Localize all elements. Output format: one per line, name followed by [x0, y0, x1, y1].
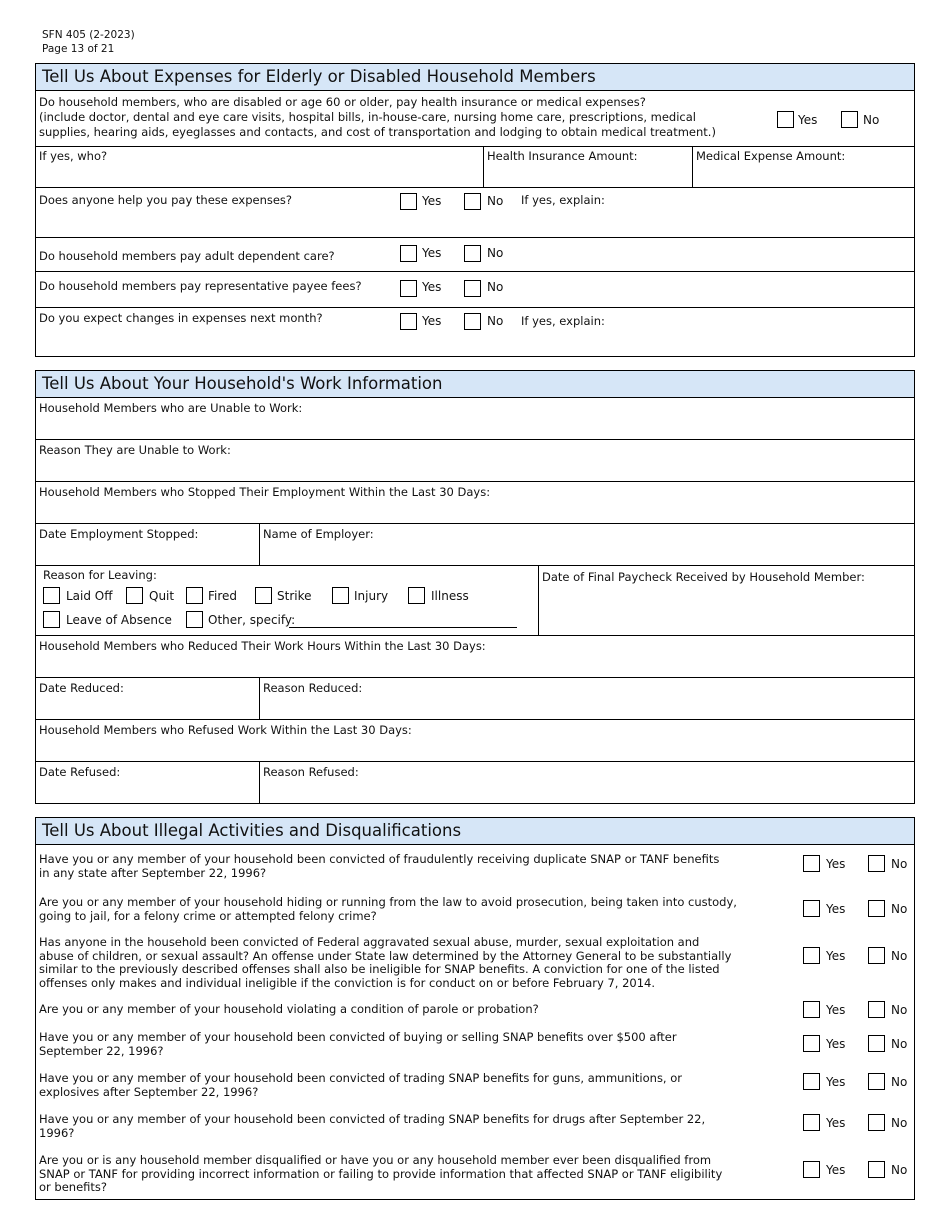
strike-checkbox[interactable] [255, 587, 272, 604]
row-stopped-details [36, 524, 914, 566]
reason-reduced-field[interactable] [259, 678, 914, 719]
payee-fees-no-checkbox[interactable] [464, 280, 481, 297]
disqualification-question [39, 1113, 799, 1140]
question-line: explosives after September 22, 1996? [39, 1084, 259, 1099]
section-illegal-activities [35, 817, 915, 1200]
disqualification-yes-checkbox[interactable] [803, 1035, 820, 1052]
row-help-pay [36, 188, 914, 238]
question-line: September 22, 1996? [39, 1043, 164, 1058]
help-pay-question: Does anyone help you pay these expenses? [39, 193, 293, 207]
question-line: or benefits? [39, 1180, 108, 1194]
row-refused-details [36, 762, 914, 803]
date-refused-field[interactable] [36, 762, 259, 803]
question-line: in any state after September 22, 1996? [39, 865, 267, 880]
question-line: Are you or any member of your household hiding or running from the law to avoid prosecution, being taken into custody, [39, 895, 737, 909]
disqualification-no-checkbox[interactable] [868, 947, 885, 964]
expense-changes-question: Do you expect changes in expenses next month? [39, 311, 323, 325]
question-line: Are you or any member of your household violating a condition of parole or probation? [39, 1002, 539, 1016]
no-label: No [487, 280, 504, 294]
no-label: No [891, 902, 908, 916]
row-payee-fees [36, 272, 914, 308]
reduced-hours-field[interactable] [36, 636, 914, 678]
medical-expense-label: Medical Expense Amount: [696, 149, 846, 163]
injury-checkbox[interactable] [332, 587, 349, 604]
row-expense-changes [36, 308, 914, 357]
no-label: No [891, 857, 908, 871]
date-reduced-field[interactable] [36, 678, 259, 719]
no-label: No [487, 246, 504, 260]
date-stopped-field[interactable] [36, 524, 259, 565]
no-label: No [863, 113, 880, 127]
reason-reduced-label: Reason Reduced: [263, 681, 363, 695]
yes-label: Yes [422, 280, 442, 294]
other-specify-line[interactable] [289, 627, 517, 628]
unable-to-work-field[interactable] [36, 398, 914, 440]
medical-question-line-3: supplies, hearing aids, eyeglasses and contacts, and cost of transportation and lodging to obtain medical treatment.) [39, 125, 716, 139]
yes-label: Yes [826, 1037, 846, 1051]
question-line: similar to the previously described offenses shall also be ineligible for SNAP benefits. A conviction for one of the listed [39, 962, 720, 976]
question-line: abuse of children, or sexual assault? An offense under State law determined by the Attorney General to be substantially [39, 948, 732, 963]
dependent-care-no-checkbox[interactable] [464, 245, 481, 262]
laid-off-label: Laid Off [66, 589, 113, 603]
form-header [42, 28, 135, 56]
no-label: No [891, 1037, 908, 1051]
yes-label: Yes [826, 1163, 846, 1177]
row-who-amounts [36, 147, 914, 188]
reason-unable-label: Reason They are Unable to Work: [39, 443, 231, 457]
disqualification-question [39, 853, 799, 880]
dependent-care-yes-checkbox[interactable] [400, 245, 417, 262]
dependent-care-question: Do household members pay adult dependent care? [39, 249, 335, 263]
quit-checkbox[interactable] [126, 587, 143, 604]
disqualification-no-checkbox[interactable] [868, 1035, 885, 1052]
fired-checkbox[interactable] [186, 587, 203, 604]
no-label: No [891, 1075, 908, 1089]
date-refused-label: Date Refused: [39, 765, 121, 779]
disqualification-yes-checkbox[interactable] [803, 900, 820, 917]
question-line: Are you or is any household member disqualified or have you or any household member ever been disqualified from [39, 1153, 712, 1167]
question-line: SNAP or TANF for providing incorrect information or failing to provide information that affected SNAP or TANF eligibility [39, 1166, 723, 1181]
question-line: offenses only makes and individual ineligible if the conviction is for conduct on or before February 7, 2014. [39, 975, 656, 990]
yes-label: Yes [826, 857, 846, 871]
question-line: Have you or any member of your household been convicted of trading SNAP benefits for drugs after September 22, [39, 1112, 706, 1126]
laid-off-checkbox[interactable] [43, 587, 60, 604]
health-insurance-amount-field[interactable] [483, 147, 692, 187]
help-pay-yes-checkbox[interactable] [400, 193, 417, 210]
disqualification-yes-checkbox[interactable] [803, 1114, 820, 1131]
yes-label: Yes [798, 113, 818, 127]
payee-fees-question: Do household members pay representative payee fees? [39, 279, 362, 293]
disqualification-question [39, 1072, 799, 1099]
date-reduced-label: Date Reduced: [39, 681, 124, 695]
expense-changes-yes-checkbox[interactable] [400, 313, 417, 330]
other-checkbox[interactable] [186, 611, 203, 628]
yes-label: Yes [422, 194, 442, 208]
row-dependent-care [36, 238, 914, 272]
disqualification-yes-checkbox[interactable] [803, 1001, 820, 1018]
reduced-hours-label: Household Members who Reduced Their Work Hours Within the Last 30 Days: [39, 639, 486, 653]
reason-unable-field[interactable] [36, 440, 914, 482]
other-label: Other, specify: [208, 613, 296, 627]
who-field[interactable] [36, 147, 483, 187]
yes-label: Yes [826, 1075, 846, 1089]
row-reduced-details [36, 678, 914, 720]
question-line: going to jail, for a felony crime or attempted felony crime? [39, 908, 377, 923]
disqualification-question [39, 1154, 799, 1195]
illness-checkbox[interactable] [408, 587, 425, 604]
question-line: 1996? [39, 1125, 75, 1140]
question-line: Has anyone in the household been convicted of Federal aggravated sexual abuse, murder, sexual exploitation and [39, 935, 700, 949]
disqualification-no-checkbox[interactable] [868, 1161, 885, 1178]
stopped-employment-label: Household Members who Stopped Their Employment Within the Last 30 Days: [39, 485, 491, 499]
question-line: Have you or any member of your household been convicted of trading SNAP benefits for guns, ammunitions, or [39, 1071, 683, 1085]
row-medical-question [36, 91, 914, 147]
yes-label: Yes [422, 314, 442, 328]
final-paycheck-date-field[interactable] [538, 566, 914, 635]
yes-label: Yes [826, 902, 846, 916]
section-title-expenses: Tell Us About Expenses for Elderly or Disabled Household Members [36, 64, 914, 91]
date-stopped-label: Date Employment Stopped: [39, 527, 199, 541]
reason-leaving-label: Reason for Leaving: [43, 568, 157, 582]
section-work-information [35, 370, 915, 804]
medical-expense-amount-field[interactable] [692, 147, 914, 187]
form-id: SFN 405 (2-2023) [42, 29, 135, 41]
quit-label: Quit [149, 589, 175, 603]
injury-label: Injury [354, 589, 389, 603]
disqualification-yes-checkbox[interactable] [803, 855, 820, 872]
help-pay-explain-label: If yes, explain: [521, 193, 605, 207]
no-label: No [891, 1163, 908, 1177]
refused-work-field[interactable] [36, 720, 914, 762]
strike-label: Strike [277, 589, 312, 603]
yes-label: Yes [826, 949, 846, 963]
disqualification-no-checkbox[interactable] [868, 1114, 885, 1131]
leave-of-absence-checkbox[interactable] [43, 611, 60, 628]
no-label: No [487, 314, 504, 328]
disqualification-question [39, 936, 799, 990]
payee-fees-yes-checkbox[interactable] [400, 280, 417, 297]
illness-label: Illness [431, 589, 469, 603]
no-label: No [891, 1116, 908, 1130]
section-title-illegal: Tell Us About Illegal Activities and Disqualifications [36, 818, 914, 845]
reason-refused-field[interactable] [259, 762, 914, 803]
no-label: No [891, 1003, 908, 1017]
yes-label: Yes [826, 1116, 846, 1130]
page-number: Page 13 of 21 [42, 43, 115, 55]
employer-name-label: Name of Employer: [263, 527, 374, 541]
expense-changes-no-checkbox[interactable] [464, 313, 481, 330]
reason-refused-label: Reason Refused: [263, 765, 359, 779]
reason-leaving-cell [36, 566, 538, 635]
leave-of-absence-label: Leave of Absence [66, 613, 172, 627]
disqualification-question [39, 1031, 799, 1058]
disqualification-yes-checkbox[interactable] [803, 947, 820, 964]
medical-no-checkbox[interactable] [841, 111, 858, 128]
refused-work-label: Household Members who Refused Work Within the Last 30 Days: [39, 723, 412, 737]
final-paycheck-label: Date of Final Paycheck Received by Household Member: [542, 570, 865, 584]
yes-label: Yes [422, 246, 442, 260]
employer-name-field[interactable] [259, 524, 914, 565]
unable-to-work-label: Household Members who are Unable to Work: [39, 401, 303, 415]
medical-question-line-1: Do household members, who are disabled or age 60 or older, pay health insurance or medical expenses? [39, 95, 646, 109]
yes-label: Yes [826, 1003, 846, 1017]
help-pay-no-checkbox[interactable] [464, 193, 481, 210]
stopped-employment-field[interactable] [36, 482, 914, 524]
expense-changes-explain-label: If yes, explain: [521, 314, 605, 328]
disqualification-questions [36, 845, 914, 1199]
disqualification-question [39, 896, 799, 923]
health-insurance-label: Health Insurance Amount: [487, 149, 638, 163]
row-reason-leaving [36, 566, 914, 636]
no-label: No [487, 194, 504, 208]
fired-label: Fired [208, 589, 238, 603]
question-line: Have you or any member of your household been convicted of buying or selling SNAP benefits over $500 after [39, 1030, 677, 1044]
section-title-work: Tell Us About Your Household's Work Information [36, 371, 914, 398]
disqualification-no-checkbox[interactable] [868, 1001, 885, 1018]
disqualification-no-checkbox[interactable] [868, 855, 885, 872]
medical-question-line-2: (include doctor, dental and eye care visits, hospital bills, in-house-care, nursing home care, prescriptions, medical [39, 110, 696, 124]
no-label: No [891, 949, 908, 963]
disqualification-yes-checkbox[interactable] [803, 1073, 820, 1090]
question-line: Have you or any member of your household been convicted of fraudulently receiving duplicate SNAP or TANF benefits [39, 852, 720, 866]
disqualification-question [39, 1003, 799, 1017]
disqualification-no-checkbox[interactable] [868, 900, 885, 917]
medical-yes-checkbox[interactable] [777, 111, 794, 128]
who-label: If yes, who? [39, 149, 108, 163]
section-elderly-expenses [35, 63, 915, 357]
disqualification-yes-checkbox[interactable] [803, 1161, 820, 1178]
disqualification-no-checkbox[interactable] [868, 1073, 885, 1090]
